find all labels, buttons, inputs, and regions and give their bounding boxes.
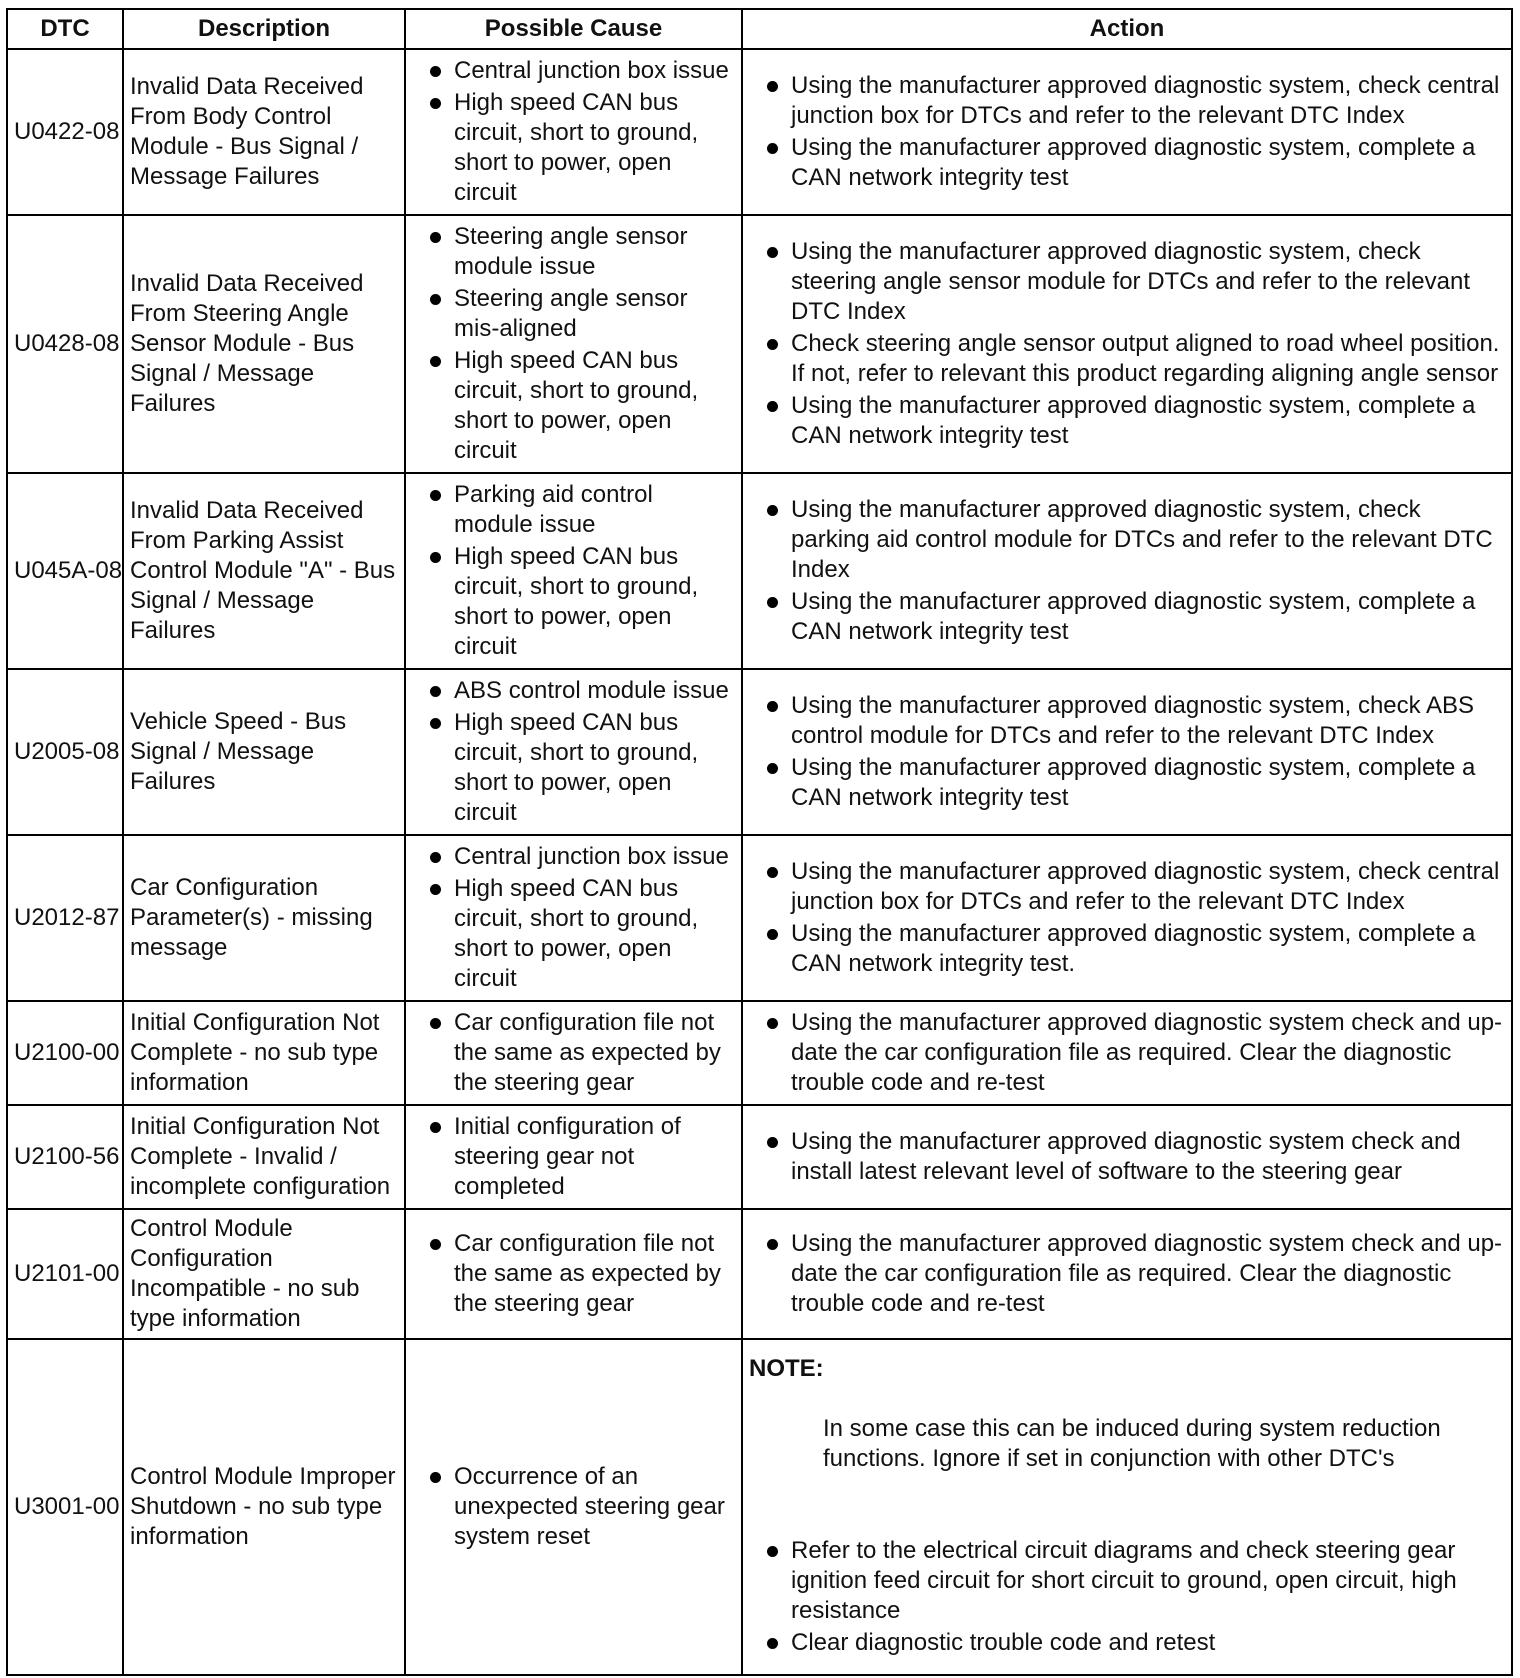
list-item: High speed CAN bus circuit, short to ground, short to power, open circuit	[412, 542, 735, 662]
dtc-table	[6, 8, 1513, 1676]
dtc-code: U2012-87	[7, 835, 123, 1001]
list-item: Check steering angle sensor output aligned to road wheel position. If not, refer to relevant this product regarding aligning angle sensor	[749, 329, 1505, 389]
list-item: Using the manufacturer approved diagnostic system, complete a CAN network integrity test	[749, 391, 1505, 451]
description-cell: Initial Configuration Not Complete - no sub type information	[123, 1001, 405, 1105]
list-item: Car configuration file not the same as expected by the steering gear	[412, 1008, 735, 1098]
cause-cell	[405, 1105, 742, 1209]
dtc-code: U2101-00	[7, 1209, 123, 1339]
list-item: Using the manufacturer approved diagnostic system check and up-date the car configuration file as required. Clear the diagnostic trouble code and re-test	[749, 1008, 1505, 1098]
dtc-code: U0428-08	[7, 215, 123, 473]
table-body	[7, 49, 1512, 1675]
header-possible-cause: Possible Cause	[405, 9, 742, 49]
bullet-list	[749, 857, 1505, 979]
note-title: NOTE:	[749, 1355, 824, 1382]
list-item: Using the manufacturer approved diagnostic system, check ABS control module for DTCs and refer to the relevant DTC Index	[749, 691, 1505, 751]
bullet-list	[749, 495, 1505, 647]
bullet-list	[412, 222, 735, 466]
list-item: Using the manufacturer approved diagnostic system, check central junction box for DTCs and refer to the relevant DTC Index	[749, 71, 1505, 131]
description-cell: Vehicle Speed - Bus Signal / Message Failures	[123, 669, 405, 835]
list-item: High speed CAN bus circuit, short to ground, short to power, open circuit	[412, 874, 735, 994]
list-item: High speed CAN bus circuit, short to ground, short to power, open circuit	[412, 346, 735, 466]
bullet-list	[412, 56, 735, 208]
list-item: Central junction box issue	[412, 842, 735, 872]
list-item: Parking aid control module issue	[412, 480, 735, 540]
bullet-list	[412, 676, 735, 828]
list-item: Steering angle sensor mis-aligned	[412, 284, 735, 344]
description-cell: Control Module Configuration Incompatible - no sub type information	[123, 1209, 405, 1339]
bullet-list	[412, 1008, 735, 1098]
cause-cell	[405, 49, 742, 215]
list-item: High speed CAN bus circuit, short to ground, short to power, open circuit	[412, 708, 735, 828]
list-item: Using the manufacturer approved diagnostic system, complete a CAN network integrity test	[749, 133, 1505, 193]
bullet-list	[749, 71, 1505, 193]
table-row	[7, 49, 1512, 215]
bullet-list	[412, 1462, 735, 1552]
cause-cell	[405, 1339, 742, 1675]
list-item: High speed CAN bus circuit, short to ground, short to power, open circuit	[412, 88, 735, 208]
list-item: Using the manufacturer approved diagnostic system check and install latest relevant level of software to the steering gear	[749, 1127, 1505, 1187]
dtc-code: U0422-08	[7, 49, 123, 215]
action-cell	[742, 1209, 1512, 1339]
dtc-code: U3001-00	[7, 1339, 123, 1675]
list-item: Using the manufacturer approved diagnostic system, check steering angle sensor module for DTCs and refer to the relevant DTC Index	[749, 237, 1505, 327]
list-item: Using the manufacturer approved diagnostic system, check parking aid control module for DTCs and refer to the relevant DTC Index	[749, 495, 1505, 585]
list-item: Car configuration file not the same as expected by the steering gear	[412, 1229, 735, 1319]
list-item: Initial configuration of steering gear not completed	[412, 1112, 735, 1202]
list-item: ABS control module issue	[412, 676, 735, 706]
action-cell	[742, 835, 1512, 1001]
header-action: Action	[742, 9, 1512, 49]
dtc-code: U045A-08	[7, 473, 123, 669]
action-cell	[742, 1105, 1512, 1209]
bullet-list	[749, 1536, 1505, 1658]
cause-cell	[405, 835, 742, 1001]
list-item: Refer to the electrical circuit diagrams and check steering gear ignition feed circuit for short circuit to ground, open circuit, high resistance	[749, 1536, 1505, 1626]
bullet-list	[412, 1112, 735, 1202]
cause-cell	[405, 1001, 742, 1105]
bullet-list	[412, 480, 735, 662]
list-item: Clear diagnostic trouble code and retest	[749, 1628, 1505, 1658]
list-item: Central junction box issue	[412, 56, 735, 86]
list-item: Using the manufacturer approved diagnostic system, check central junction box for DTCs and refer to the relevant DTC Index	[749, 857, 1505, 917]
action-cell	[742, 473, 1512, 669]
dtc-code: U2100-00	[7, 1001, 123, 1105]
bullet-list	[749, 691, 1505, 813]
action-cell	[742, 1001, 1512, 1105]
list-item: Occurrence of an unexpected steering gear system reset	[412, 1462, 735, 1552]
action-cell	[742, 49, 1512, 215]
cause-cell	[405, 1209, 742, 1339]
table-row	[7, 1001, 1512, 1105]
list-item: Using the manufacturer approved diagnostic system, complete a CAN network integrity test	[749, 587, 1505, 647]
list-item: Using the manufacturer approved diagnostic system, complete a CAN network integrity test.	[749, 919, 1505, 979]
bullet-list	[749, 1008, 1505, 1098]
note-text: In some case this can be induced during system reduction functions. Ignore if set in conjunction with other DTC's	[823, 1415, 1441, 1472]
list-item: Using the manufacturer approved diagnostic system, complete a CAN network integrity test	[749, 753, 1505, 813]
dtc-code: U2100-56	[7, 1105, 123, 1209]
dtc-code: U2005-08	[7, 669, 123, 835]
header-description: Description	[123, 9, 405, 49]
table-row	[7, 669, 1512, 835]
list-item: Using the manufacturer approved diagnostic system check and up-date the car configuration file as required. Clear the diagnostic trouble code and re-test	[749, 1229, 1505, 1319]
table-row	[7, 473, 1512, 669]
bullet-list	[412, 842, 735, 994]
table-row	[7, 1209, 1512, 1339]
cause-cell	[405, 473, 742, 669]
description-cell: Initial Configuration Not Complete - Invalid / incomplete configuration	[123, 1105, 405, 1209]
bullet-list	[749, 1127, 1505, 1187]
description-cell: Invalid Data Received From Steering Angle Sensor Module - Bus Signal / Message Failures	[123, 215, 405, 473]
table-row	[7, 835, 1512, 1001]
bullet-list	[749, 1229, 1505, 1319]
description-cell: Invalid Data Received From Body Control Module - Bus Signal / Message Failures	[123, 49, 405, 215]
table-row	[7, 1339, 1512, 1675]
list-item: Steering angle sensor module issue	[412, 222, 735, 282]
action-cell	[742, 215, 1512, 473]
header-dtc: DTC	[7, 9, 123, 49]
cause-cell	[405, 669, 742, 835]
description-cell: Control Module Improper Shutdown - no sub type information	[123, 1339, 405, 1675]
table-row	[7, 215, 1512, 473]
table-row	[7, 1105, 1512, 1209]
header-row	[7, 9, 1512, 49]
bullet-list	[412, 1229, 735, 1319]
action-cell	[742, 669, 1512, 835]
description-cell: Invalid Data Received From Parking Assist Control Module "A" - Bus Signal / Message Failures	[123, 473, 405, 669]
action-cell	[742, 1339, 1512, 1675]
description-cell: Car Configuration Parameter(s) - missing message	[123, 835, 405, 1001]
cause-cell	[405, 215, 742, 473]
bullet-list	[749, 237, 1505, 451]
